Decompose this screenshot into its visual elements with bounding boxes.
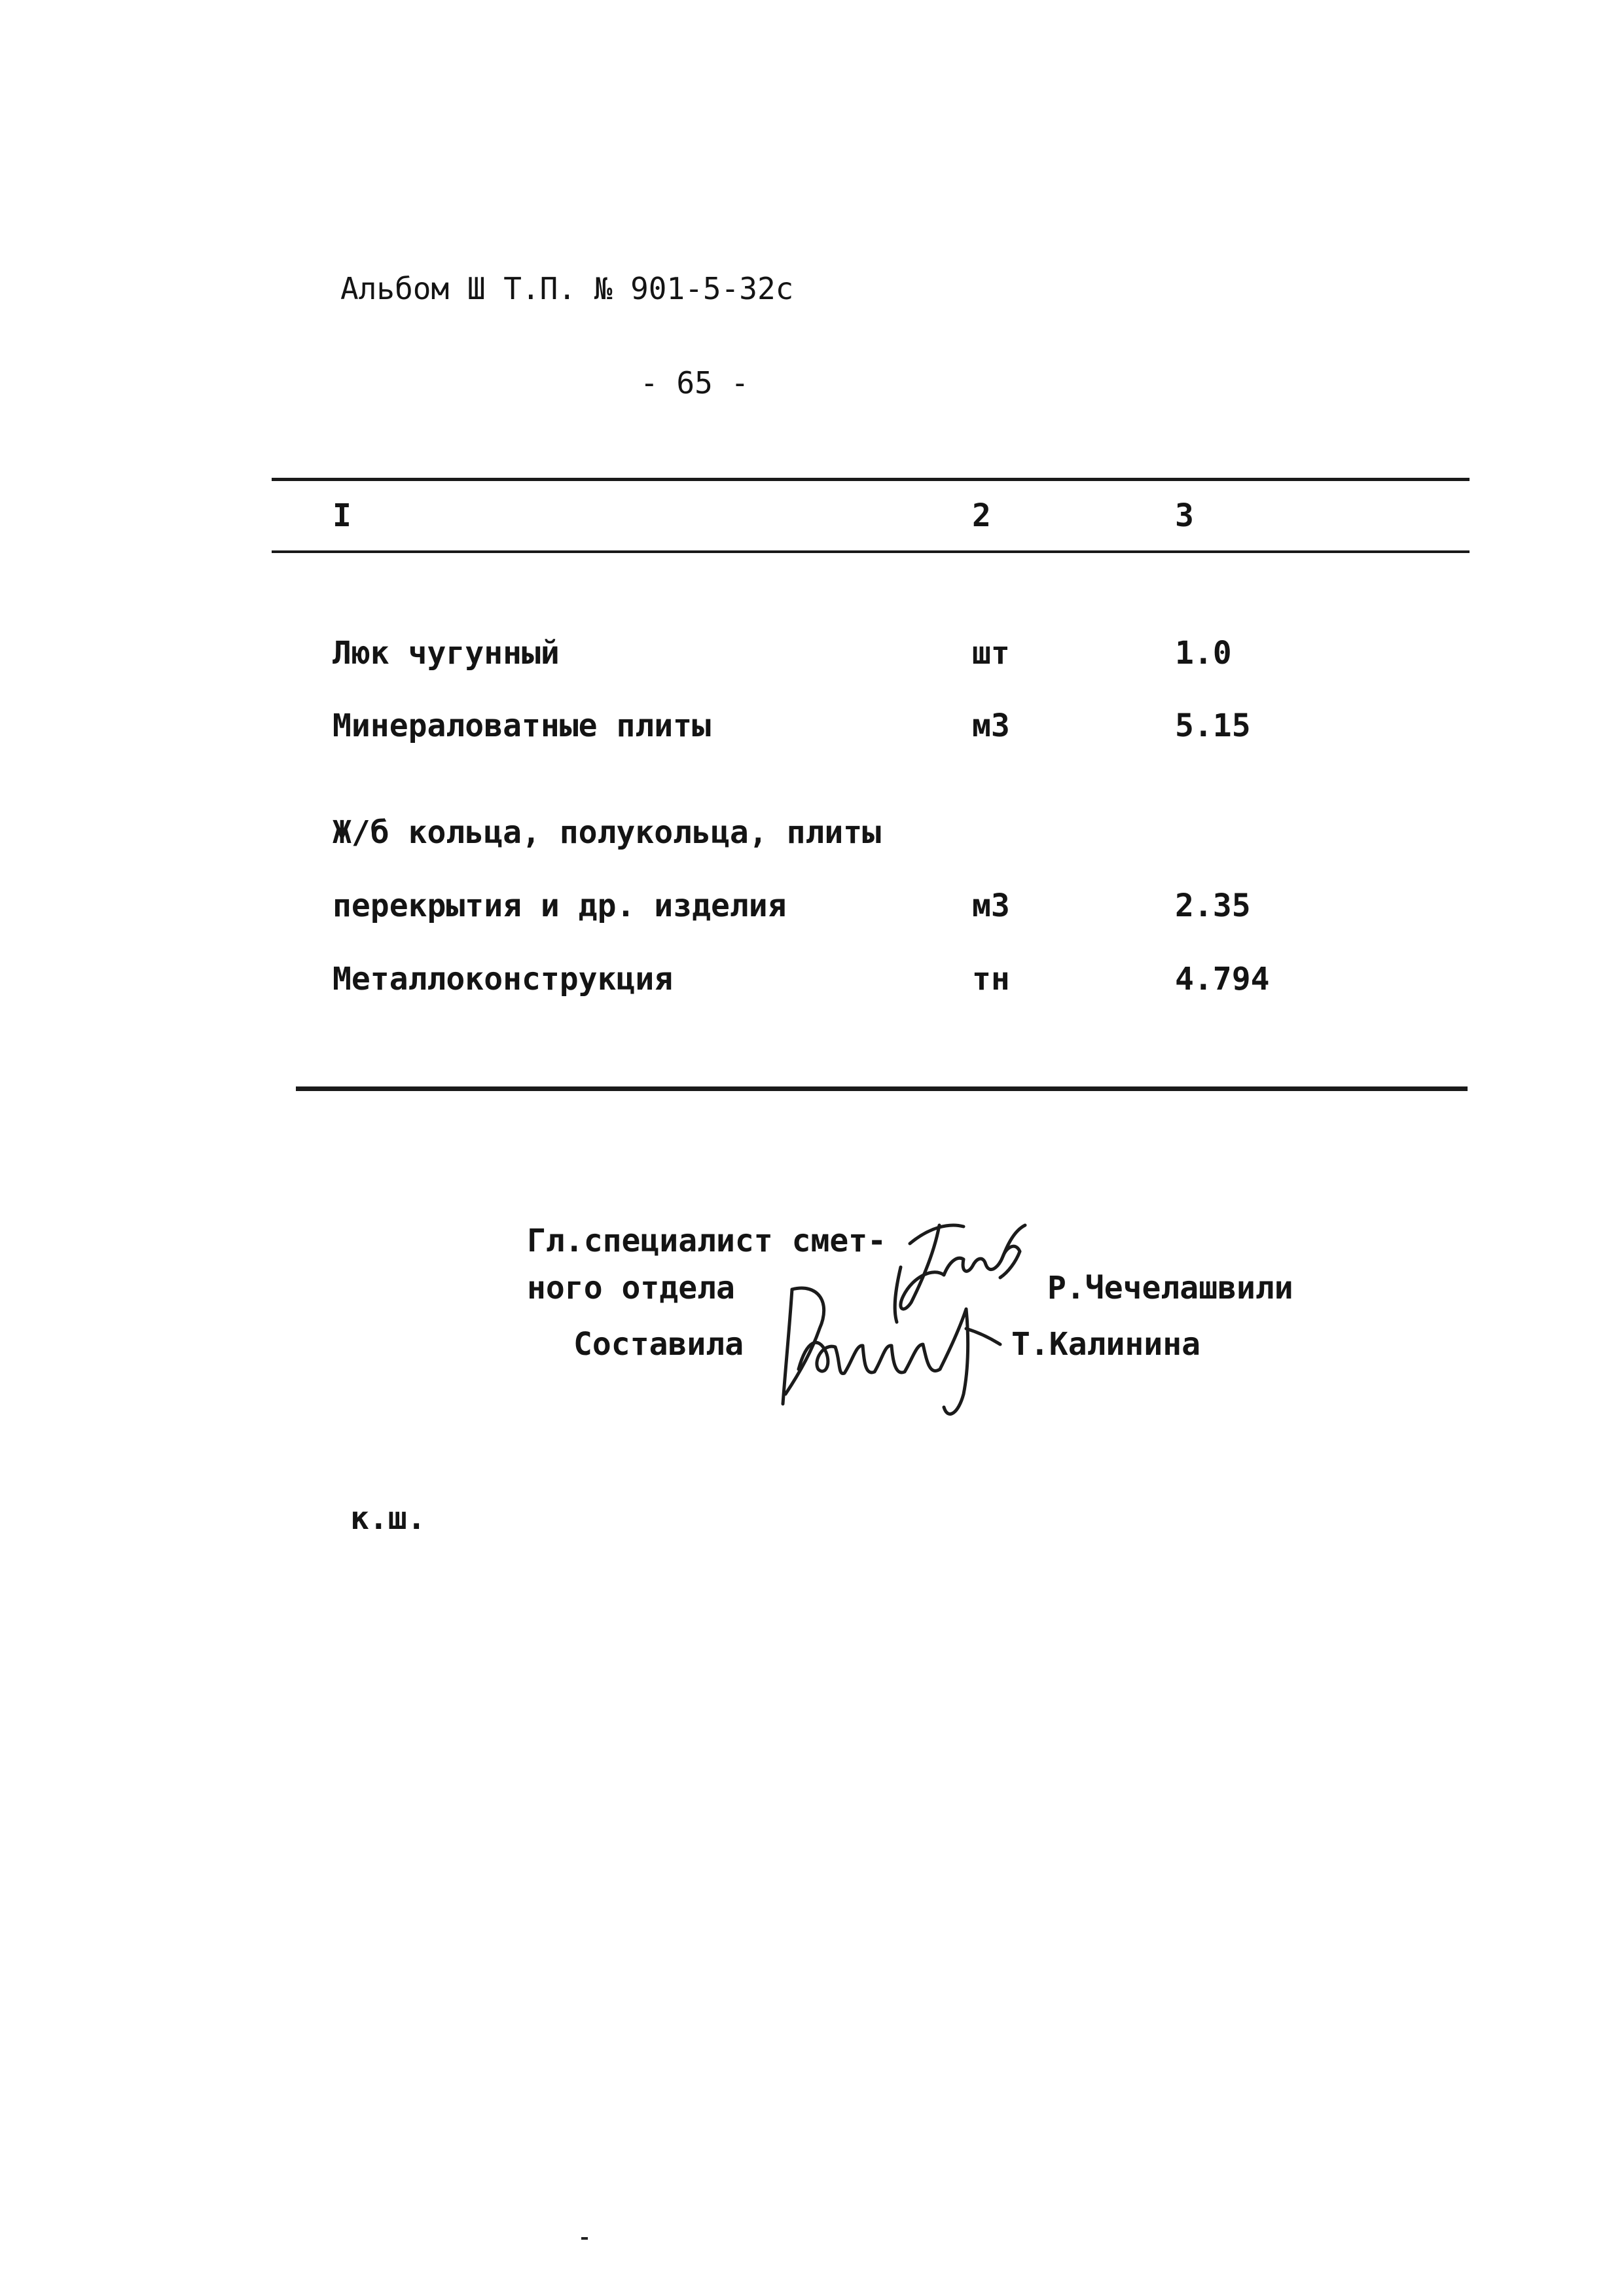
row-2-name: Минераловатные плиты: [333, 708, 711, 744]
signer-2-role: Составила: [573, 1326, 744, 1363]
row-4-qty: 4.794: [1175, 961, 1270, 997]
row-3-name: перекрытия и др. изделия: [333, 888, 787, 924]
row-2-unit: м3: [972, 708, 1010, 744]
row-3-qty: 2.35: [1175, 888, 1251, 924]
row-2-qty: 5.15: [1175, 708, 1251, 744]
column-header-1: I: [333, 497, 352, 534]
row-1-unit: шт: [972, 635, 1010, 672]
row-3-unit: м3: [972, 888, 1010, 924]
signer-1-role-line2: ного отдела: [527, 1270, 735, 1306]
row-4-unit: тн: [972, 961, 1010, 997]
album-reference: Альбом Ш Т.П. № 901-5-32с: [340, 271, 794, 306]
signer-1-name: Р.Чечелашвили: [1047, 1270, 1293, 1306]
row-1-name: Люк чугунный: [333, 635, 560, 672]
page-number: - 65 -: [640, 365, 749, 401]
column-header-3: 3: [1175, 497, 1194, 534]
row-4-name: Металлоконструкция: [333, 961, 674, 997]
signer-2-name: Т.Калинина: [1011, 1326, 1200, 1363]
scan-speck: [581, 2237, 588, 2240]
table-header-rule: [272, 550, 1470, 553]
footer-note: к.ш.: [350, 1500, 426, 1537]
signer-1-role-line1: Гл.специалист смет-: [527, 1223, 887, 1259]
row-1-qty: 1.0: [1175, 635, 1232, 672]
column-header-2: 2: [972, 497, 991, 534]
table-top-rule: [272, 478, 1470, 481]
handwritten-signatures: [772, 1204, 1060, 1453]
table-bottom-rule: [296, 1086, 1468, 1091]
row-3-name-line1: Ж/б кольца, полукольца, плиты: [333, 814, 882, 851]
